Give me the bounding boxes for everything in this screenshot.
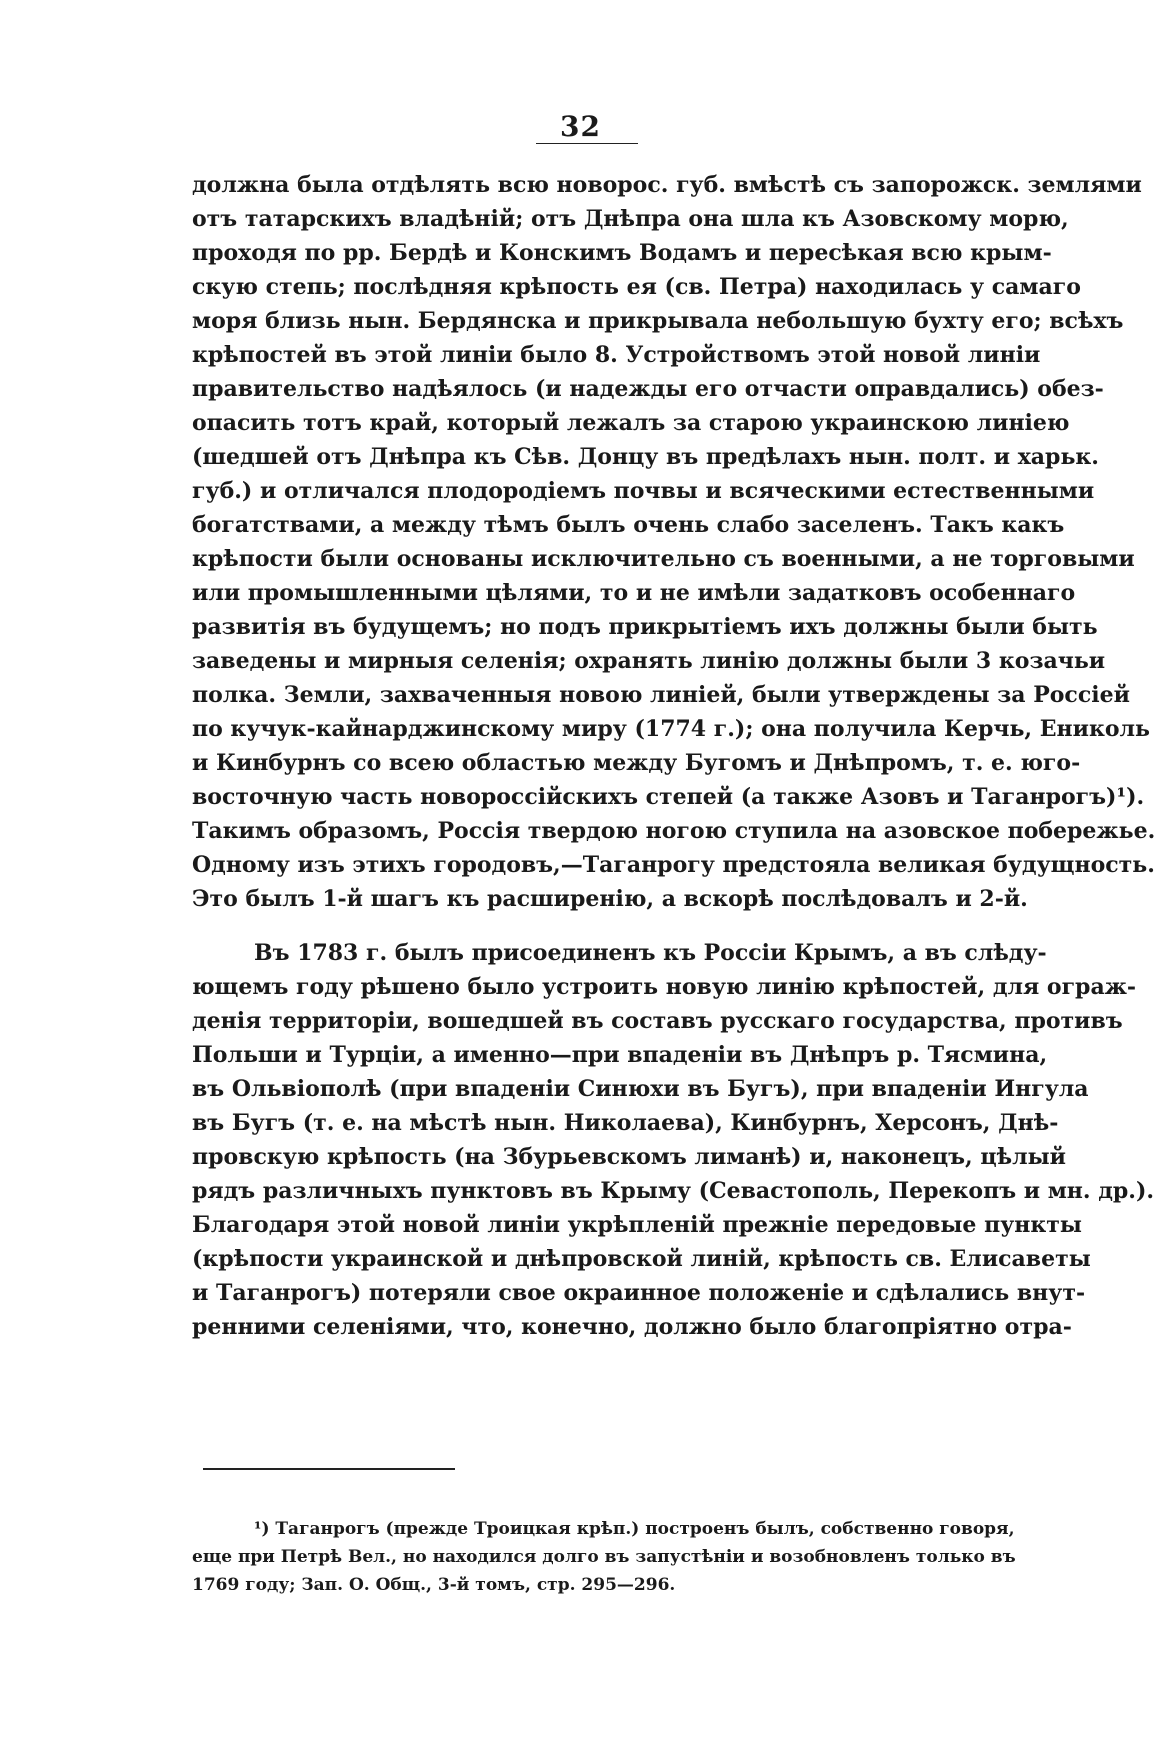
text-line: (крѣпости украинской и днѣпровской линій, крѣпость св. Елисаветы (192, 1246, 1091, 1272)
text-line: проходя по рр. Бердѣ и Конскимъ Водамъ и пересѣкая всю крым- (192, 240, 1052, 266)
text-line: отъ татарскихъ владѣній; отъ Днѣпра она шла къ Азовскому морю, (192, 206, 1069, 232)
text-line: провскую крѣпость (на Збурьевскомъ лиманѣ) и, наконецъ, цѣлый (192, 1144, 1066, 1170)
text-line: или промышленными цѣлями, то и не имѣли задатковъ особеннаго (192, 580, 1076, 606)
body-text (192, 168, 1155, 1344)
text-line: ренними селеніями, что, конечно, должно было благопріятно отра- (192, 1314, 1072, 1340)
text-line: полка. Земли, захваченныя новою линіей, были утверждены за Россіей (192, 682, 1130, 708)
text-line: правительство надѣялось (и надежды его отчасти оправдались) обез- (192, 376, 1104, 402)
text-line: Благодаря этой новой линіи укрѣпленій прежніе передовые пункты (192, 1212, 1082, 1238)
text-line: въ Ольвіополѣ (при впаденіи Синюхи въ Бугъ), при впаденіи Ингула (192, 1076, 1089, 1102)
text-line: крѣпости были основаны исключительно съ военными, а не торговыми (192, 546, 1135, 572)
text-line: Въ 1783 г. былъ присоединенъ къ Россіи Крымъ, а въ слѣду- (254, 940, 1047, 966)
footnote-line: 1769 году; Зап. О. Общ., 3-й томъ, стр. 295—296. (192, 1575, 676, 1595)
text-line: заведены и мирныя селенія; охранять линію должны были 3 козачьи (192, 648, 1106, 674)
text-line: губ.) и отличался плодородіемъ почвы и всяческими естественными (192, 478, 1095, 504)
header-rule (536, 143, 638, 144)
text-line: и Кинбурнъ со всею областью между Бугомъ и Днѣпромъ, т. е. юго- (192, 750, 1081, 776)
text-line: денія территоріи, вошедшей въ составъ русскаго государства, противъ (192, 1008, 1123, 1034)
text-line: рядъ различныхъ пунктовъ въ Крыму (Севастополь, Перекопъ и мн. др.). (192, 1178, 1155, 1204)
footnote-line: еще при Петрѣ Вел., но находился долго въ запустѣніи и возобновленъ только въ (192, 1547, 1016, 1567)
paragraph-gap (192, 916, 994, 936)
text-line: скую степь; послѣдняя крѣпость ея (св. Петра) находилась у самаго (192, 274, 1081, 300)
text-line: ющемъ году рѣшено было устроить новую линію крѣпостей, для ограж- (192, 974, 1137, 1000)
text-line: восточную часть новороссійскихъ степей (а также Азовъ и Таганрогъ)¹). (192, 784, 1145, 810)
text-line: въ Бугъ (т. е. на мѣстѣ нын. Николаева), Кинбурнъ, Херсонъ, Днѣ- (192, 1110, 1059, 1136)
footnote-line: ¹) Таганрогъ (прежде Троицкая крѣп.) построенъ былъ, собственно говоря, (254, 1519, 1015, 1539)
text-line: должна была отдѣлять всю новорос. губ. вмѣстѣ съ запорожск. землями (192, 172, 1142, 198)
text-line: Одному изъ этихъ городовъ,—Таганрогу предстояла великая будущность. (192, 852, 1155, 878)
text-line: развитія въ будущемъ; но подъ прикрытіемъ ихъ должны были быть (192, 614, 1098, 640)
text-line: богатствами, а между тѣмъ былъ очень слабо заселенъ. Такъ какъ (192, 512, 1065, 538)
text-line: Такимъ образомъ, Россія твердою ногою ступила на азовское побережье. (192, 818, 1155, 844)
page-number: 32 (560, 110, 601, 143)
text-line: (шедшей отъ Днѣпра къ Сѣв. Донцу въ предѣлахъ нын. полт. и харьк. (192, 444, 1099, 470)
footnote-rule (203, 1468, 455, 1470)
text-line: по кучук-кайнарджинскому миру (1774 г.); она получила Керчь, Ениколь (192, 716, 1150, 742)
text-line: и Таганрогъ) потеряли свое окраинное положеніе и сдѣлались внут- (192, 1280, 1086, 1306)
text-line: опасить тотъ край, который лежалъ за старою украинскою линіею (192, 410, 1070, 436)
text-line: Польши и Турціи, а именно—при впаденіи въ Днѣпръ р. Тясмина, (192, 1042, 1048, 1068)
text-line: крѣпостей въ этой линіи было 8. Устройствомъ этой новой линіи (192, 342, 1041, 368)
footnotes (192, 1515, 1016, 1599)
text-line: моря близь нын. Бердянска и прикрывала небольшую бухту его; всѣхъ (192, 308, 1124, 334)
text-line: Это былъ 1-й шагъ къ расширенію, а вскорѣ послѣдовалъ и 2-й. (192, 886, 1028, 912)
